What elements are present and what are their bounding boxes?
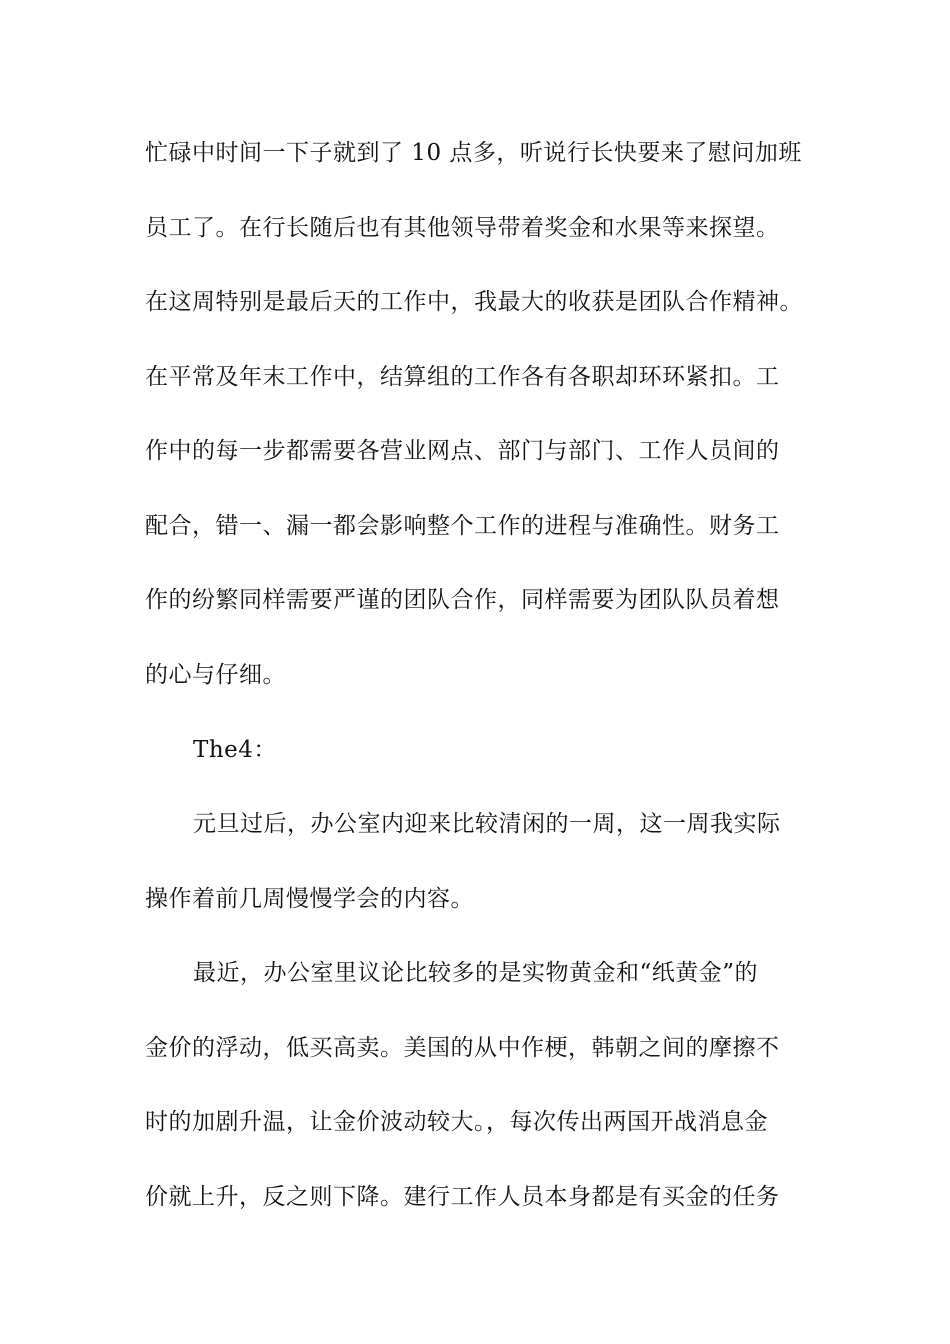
- paragraph-line: 元旦过后，办公室内迎来比较清闲的一周，这一周我实际: [193, 811, 781, 837]
- paragraph-line: 在这周特别是最后天的工作中，我最大的收获是团队合作精神。: [145, 289, 803, 315]
- paragraph-line: 操作着前几周慢慢学会的内容。: [145, 886, 474, 912]
- paragraph-line: 价就上升，反之则下降。建行工作人员本身都是有买金的任务: [145, 1184, 780, 1210]
- paragraph-line: 时的加剧升温，让金价波动较大。，每次传出两国开战消息金: [145, 1109, 768, 1135]
- paragraph-line: 在平常及年末工作中，结算组的工作各有各职却环环紧扣。工: [145, 364, 780, 390]
- paragraph-line: 金价的浮动，低买高卖。美国的从中作梗，韩朝之间的摩擦不: [145, 1035, 780, 1061]
- paragraph-line: 配合，错一、漏一都会影响整个工作的进程与准确性。财务工: [145, 513, 780, 539]
- paragraph-line: 作中的每一步都需要各营业网点、部门与部门、工作人员间的: [145, 438, 780, 464]
- paragraph-line: 员工了。在行长随后也有其他领导带着奖金和水果等来探望。: [145, 215, 780, 241]
- paragraph-line: 作的纷繁同样需要严谨的团队合作，同样需要为团队队员着想: [145, 587, 780, 613]
- section-heading: The4：: [193, 737, 277, 763]
- paragraph-line: 最近，办公室里议论比较多的是实物黄金和“纸黄金”的: [193, 960, 759, 986]
- paragraph-line: 忙碌中时间一下子就到了 10 点多，听说行长快要来了慰问加班: [145, 140, 802, 166]
- paragraph-line: 的心与仔细。: [145, 662, 286, 688]
